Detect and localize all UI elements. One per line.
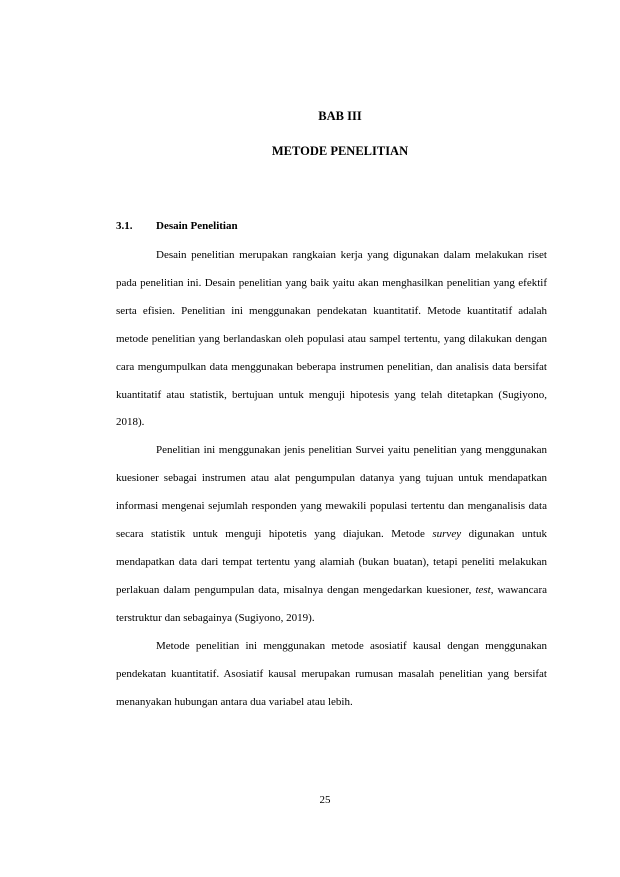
paragraph-1: Desain penelitian merupakan rangkaian kerja yang digunakan dalam melakukan riset pada penelitian ini. Desain penelitian yang baik yaitu akan menghasilkan penelitian yang efektif serta efisien. Penelitian ini menggunakan pendekatan kuantitatif. Metode kuantitatif adalah metode penelitian yang berlandaskan oleh populasi atau sampel tertentu, yang dilakukan dengan cara mengumpulkan data menggunakan beberapa instrumen penelitian, dan analisis data bersifat kuantitatif atau statistik, bertujuan untuk menguji hipotesis yang telah ditetapkan (Sugiyono, 2018). [116, 249, 547, 429]
paragraph-2-part-b: digunakan untuk mendapatkan data dari tempat tertentu yang alamiah (bukan buatan), tetapi peneliti melakukan perlakuan dalam pengumpulan data, misalnya dengan mengedarkan kuesioner, [116, 528, 547, 596]
section-heading [116, 219, 238, 233]
page-number: 25 [319, 794, 331, 806]
chapter-title: METODE PENELITIAN [271, 144, 409, 158]
section-number: 3.1. [116, 220, 133, 232]
chapter-label: BAB III [318, 109, 362, 123]
body-text [116, 242, 547, 716]
section-title: Desain Penelitian [156, 220, 238, 232]
paragraph-2-italic-survey: survey [432, 528, 462, 541]
paragraph-2-italic-test: test [475, 583, 491, 596]
paragraph-2-part-a: Penelitian ini menggunakan jenis penelitian Survei yaitu penelitian yang menggunakan kuesioner sebagai instrumen atau alat pengumpulan datanya yang tujuan untuk mendapatkan informasi mengenai sejumlah responden yang mewakili populasi tertentu dan menganalisis data secara statistik untuk menguji hipotetis yang diajukan. Metode [116, 444, 547, 541]
paragraph-2-part-c: , wawancara terstruktur dan sebagainya (Sugiyono, 2019). [116, 583, 547, 624]
paragraph-3: Metode penelitian ini menggunakan metode asosiatif kausal dengan menggunakan pendekatan kuantitatif. Asosiatif kausal merupakan rumusan masalah penelitian yang bersifat menanyakan hubungan antara dua variabel atau lebih. [116, 639, 547, 708]
paragraph-2 [116, 437, 547, 632]
